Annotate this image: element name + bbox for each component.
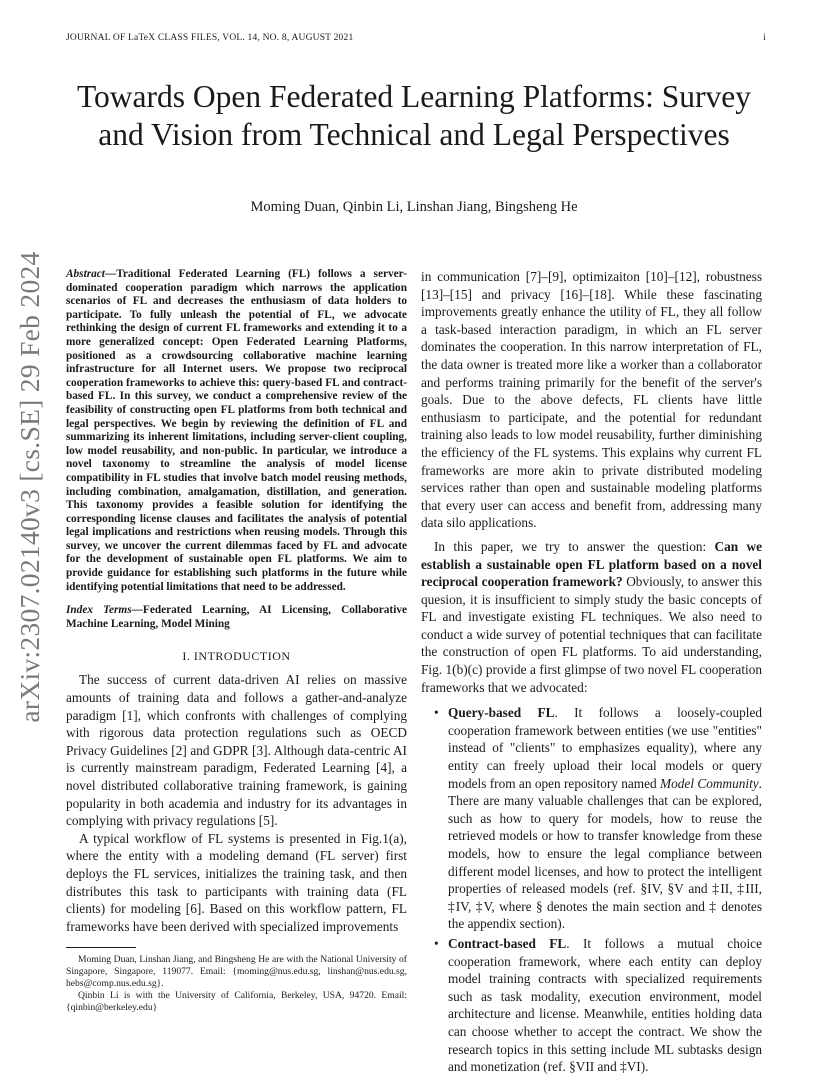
section-heading-introduction: I. INTRODUCTION bbox=[182, 649, 291, 664]
footnote-affiliation-1: Moming Duan, Linshan Jiang, and Bingsheng He are with the National University of Singapore, Singapore, 119077. Email: {moming@nus.edu.sg, linshan@nus.edu.sg, hebs@comp.nus.edu.sg}. bbox=[66, 954, 407, 989]
research-question: Can we establish a sustainable open FL platform based on a novel reciprocal cooperation framework? bbox=[421, 538, 762, 590]
left-column bbox=[66, 268, 407, 1013]
index-terms-text: —Federated Learning, AI Licensing, Collaborative Machine Learning, Model Mining bbox=[66, 604, 407, 630]
bullet-icon: • bbox=[434, 705, 439, 721]
list-item-title: Contract-based FL bbox=[448, 935, 567, 951]
arxiv-identifier-text: arXiv:2307.02140v3 [cs.SE] 29 Feb 2024 bbox=[14, 251, 45, 723]
question-follow-text: Obviously, to answer this quesion, it is insufficient to simply study the basic concepts of FL and investigate existing FL techniques. We also need to conduct a wide survey of potential techniques that can facilitate the construction of open FL platforms. To aid understanding, Fig. 1(b)(c) provide a first glimpse of two novel FL cooperation frameworks that we advocated: bbox=[421, 574, 762, 695]
right-column bbox=[421, 268, 762, 1076]
intro-paragraph-3: in communication [7]–[9], optimizaiton [10]–[12], robustness [13]–[15] and privacy [16]–[18]. While these fascinating improvements greatly enhance the utility of FL, they all follow a task-based interaction paradigm, in which an FL server dominates the cooperation. In this narrow interpretation of FL, the data owner is treated more like a worker than a collaborator and performs training primarily for the benefit of the server's goals. Due to the above defects, FL clients have little enthusiasm to participate, and the potential for redundant training also leads to low model reusability, further diminishing the efficiency of the FL systems. This explains why current FL frameworks are more akin to private distributed modeling services rather than open and sustainable modeling platforms that every user can access and benefit from, addressing many data silo applications. bbox=[421, 269, 762, 531]
index-terms bbox=[66, 604, 407, 631]
author-list: Moming Duan, Qinbin Li, Linshan Jiang, Bingsheng He bbox=[250, 199, 578, 215]
bullet-icon: • bbox=[434, 935, 439, 951]
abstract-label: Abstract bbox=[66, 268, 105, 280]
running-header bbox=[66, 33, 766, 43]
abstract-text: —Traditional Federated Learning (FL) follows a server-dominated cooperation paradigm which narrows the application scenarios of FL and decreases the enthusiasm of data holders to participate. To fully unleash the potential of FL, we advocate rethinking the design of current FL frameworks and extending it to a more generalized concept: Open Federated Learning Platforms, positioned as a crowdsourcing collaborative machine learning infrastructure for all Internet users. We propose two reciprocal cooperation frameworks to achieve this: query-based FL and contract-based FL. In this survey, we conduct a comprehensive review of the feasibility of constructing open FL platforms from both technical and legal perspectives. We begin by reviewing the definition of FL and summarizing its inherent limitations, including server-client coupling, low model reusability, and non-public. In particular, we introduce a novel taxonomy to streamline the analysis of model license compatibility in FL studies that involve batch model reusing methods, including combination, amalgamation, distillation, and generation. This taxonomy provides a feasible solution for identifying the corresponding license clauses and facilitates the analysis of potential legal implications and restrictions when reusing models. Through this survey, we uncover the current dilemmas faced by FL and advocate for the development of sustainable open FL platforms. We aim to provide guidance for establishing such platforms in the future while identifying potential limitations that need to be addressed. bbox=[66, 268, 407, 593]
question-lead-text: In this paper, we try to answer the question: bbox=[434, 538, 715, 554]
list-item-text: . It follows a mutual choice cooperation framework, where each entity can deploy model training contracts with specialized requirements such as task modality, execution environment, model architecture and license. Meanwhile, entities holding data can choose whether to accept the contract. We show the research topics in this setting include ML subtasks design and monetization (ref. §VII and ‡VI). bbox=[448, 935, 762, 1075]
list-item-text: . It follows a loosely-coupled cooperation framework between entities (we use "entities" instead of "clients" to emphasizes equality), where any entity can freely upload their local models or query models from an open repository named bbox=[448, 705, 762, 791]
page-number: i bbox=[763, 33, 766, 43]
list-item-contract-based-fl bbox=[434, 935, 762, 1076]
intro-paragraph-4 bbox=[421, 538, 762, 696]
list-item-emphasis: Model Community bbox=[660, 775, 759, 791]
paper-title: Towards Open Federated Learning Platforms: Survey and Vision from Technical and Legal Perspectives bbox=[77, 79, 751, 152]
intro-paragraph-2: A typical workflow of FL systems is presented in Fig.1(a), where the entity with a modeling demand (FL server) first deploys the FL services, initializes the training task, and then distributes this task to participants with training data (FL clients) for modeling [6]. Based on this workflow pattern, FL frameworks have been derived with specialized improvements bbox=[66, 830, 407, 934]
list-item-text-end: . There are many valuable challenges that can be explored, such as how to query for models, how to reuse the retrieved models or how to transfer knowledge from these models, how to ensure the legal compliance between different model licenses, and how to protect the intelligent properties of released models (ref. §IV, §V and ‡II, ‡III, ‡IV, ‡V, where § denotes the main section and ‡ denotes the appendix section). bbox=[448, 775, 762, 932]
journal-name: JOURNAL OF LaTeX CLASS FILES, VOL. 14, NO. 8, AUGUST 2021 bbox=[66, 33, 354, 43]
footnote-divider bbox=[66, 947, 136, 948]
list-item-query-based-fl bbox=[434, 704, 762, 933]
list-item-title: Query-based FL bbox=[448, 705, 555, 721]
framework-list bbox=[421, 704, 762, 1075]
abstract bbox=[66, 268, 407, 594]
index-terms-label: Index Terms bbox=[66, 604, 132, 617]
arxiv-identifier bbox=[4, 251, 56, 723]
footnote-affiliation-2: Qinbin Li is with the University of California, Berkeley, USA, 94720. Email: {qinbin@berkeley.edu} bbox=[66, 989, 407, 1013]
intro-paragraph-1: The success of current data-driven AI relies on massive amounts of training data and follows a gather-and-analyze paradigm [1], which confronts with challenges of complying with rigorous data protection regulations such as OECD Privacy Guidelines [2] and GDPR [3]. Although data-centric AI is currently mainstream paradigm, Federated Learning [4], a novel distributed collaborative training framework, is gaining popularity in both academia and industry for its advantages in complying with privacy regulations [5]. bbox=[66, 672, 407, 829]
